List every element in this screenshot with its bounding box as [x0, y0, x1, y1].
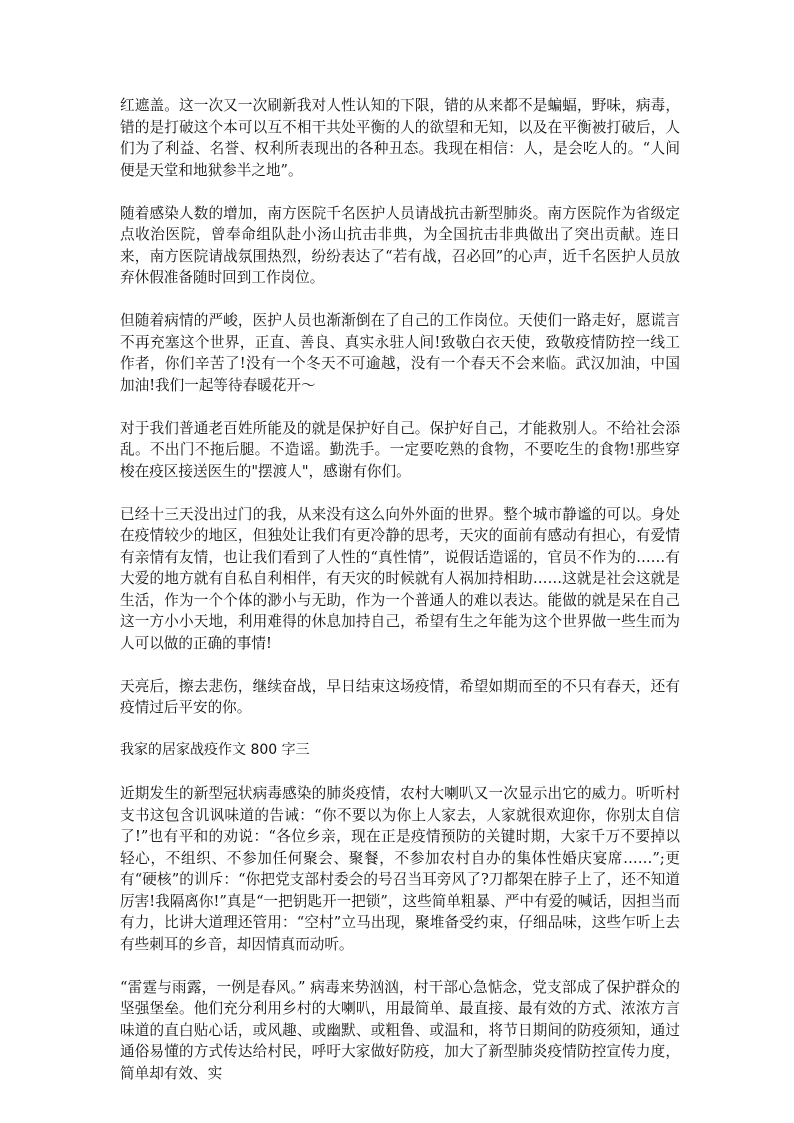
- section-heading: 我家的居家战疫作文 800 字三: [120, 742, 310, 758]
- paragraph-6: 天亮后，擦去悲伤，继续奋战，早日结束这场疫情，希望如期而至的不只有春天，还有疫情过后平安的你。: [120, 677, 680, 716]
- paragraph-4: 对于我们普通老百姓所能及的就是保护好自己。保护好自己，才能救别人。不给社会添乱。不出门不拖后腿。不造谣。勤洗手。一定要吃熟的食物，不要吃生的食物!那些穿梭在疫区接送医生的"摆渡人"，感谢有你们。: [120, 419, 680, 480]
- paragraph-1: 红遮盖。这一次又一次刷新我对人性认知的下限，错的从来都不是蝙蝠，野味，病毒，错的是打破这个本可以互不相干共处平衡的人的欲望和无知，以及在平衡被打破后，人们为了利益、名誉、权利所表现出的各种丑态。我现在相信：人，是会吃人的。“人间便是天堂和地狱参半之地”。: [120, 97, 680, 179]
- paragraph-7: 近期发生的新型冠状病毒感染的肺炎疫情，农村大喇叭又一次显示出它的威力。听听村支书这包含讥讽味道的告诫：“你不要以为你上人家去，人家就很欢迎你，你别太自信了!”也有平和的劝说：“各位乡亲，现在正是疫情预防的关键时期，大家千万不要掉以轻心，不组织、不参加任何聚会、聚餐，不参加农村自办的集体性婚庆宴席……”;更有“硬核”的训斥：“你把党支部村委会的号召当耳旁风了?刀都架在脖子上了，还不知道厉害!我隔离你!”真是“一把钥匙开一把锁”，这些简单粗暴、严中有爱的喊话，因担当而有力，比讲大道理还管用：“空村”立马出现，聚堆备受约束，仔细品味，这些乍听上去有些刺耳的乡音，却因情真而动听。: [120, 785, 680, 953]
- document-page: [120, 95, 680, 1106]
- paragraph-8: “雷霆与雨露，一例是春风。” 病毒来势汹汹，村干部心急惦念，党支部成了保护群众的坚强堡垒。他们充分利用乡村的大喇叭，用最简单、最直接、最有效的方式、浓浓方言味道的直白贴心话，或风趣、或幽默、或粗鲁、或温和，将节日期间的防疫须知，通过通俗易懂的方式传达给村民，呼吁大家做好防疫，加大了新型肺炎疫情防控宣传力度，简单却有效、实: [120, 978, 680, 1082]
- paragraph-5: 已经十三天没出过门的我，从来没有这么向外外面的世界。整个城市静谧的可以。身处在疫情较少的地区，但独处让我们有更冷静的思考，天灾的面前有感动有担心，有爱情有亲情有友情，也让我们看到了人性的“真性情”，说假话造谣的，官员不作为的……有大爱的地方就有自私自利相伴，有天灾的时候就有人祸加持相助……这就是社会这就是生活，作为一个个体的渺小与无助，作为一个普通人的难以表达。能做的就是呆在自己这一方小小天地，利用难得的休息加持自己，希望有生之年能为这个世界做一些生而为人可以做的正确的事情!: [120, 505, 680, 652]
- paragraph-3: 但随着病情的严峻，医护人员也渐渐倒在了自己的工作岗位。天使们一路走好，愿谎言不再充塞这个世界，正直、善良、真实永驻人间!致敬白衣天使，致敬疫情防控一线工作者，你们辛苦了!没有一个冬天不可逾越，没有一个春天不会来临。武汉加油，中国加油!我们一起等待春暖花开～: [120, 312, 680, 394]
- paragraph-2: 随着感染人数的增加，南方医院千名医护人员请战抗击新型肺炎。南方医院作为省级定点收治医院，曾奉命组队赴小汤山抗击非典，为全国抗击非典做出了突出贡献。连日来，南方医院请战氛围热烈，纷纷表达了“若有战，召必回”的心声，近千名医护人员放弃休假准备随时回到工作岗位。: [120, 204, 680, 286]
